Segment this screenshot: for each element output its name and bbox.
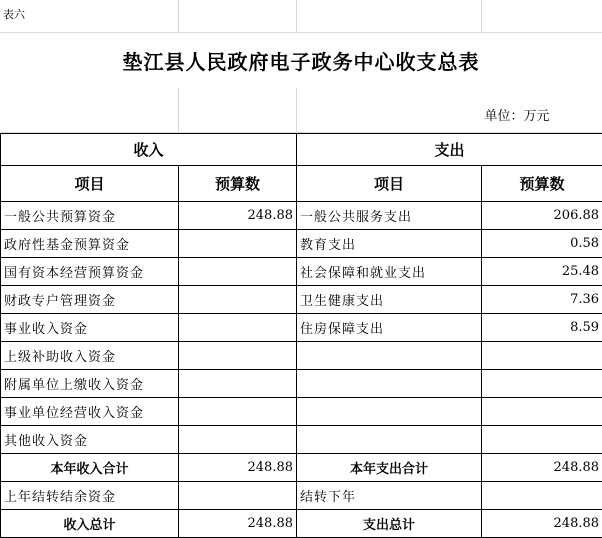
carry-in-label: 上年结转结余资金 (1, 481, 179, 509)
expense-item: 教育支出 (297, 229, 482, 257)
expense-header: 支出 (297, 133, 602, 165)
income-header: 收入 (1, 133, 297, 165)
year-income-total-label: 本年收入合计 (1, 453, 179, 481)
table-row (1, 313, 602, 341)
income-item: 附属单位上缴收入资金 (1, 369, 179, 397)
income-value (179, 369, 297, 397)
expense-value (482, 369, 602, 397)
income-budget-header: 预算数 (179, 165, 297, 201)
year-income-total: 248.88 (179, 453, 297, 481)
income-value (179, 285, 297, 313)
unit-label: 单位：万元 (296, 88, 602, 132)
expense-item (297, 397, 482, 425)
expense-item (297, 369, 482, 397)
expense-value (482, 341, 602, 369)
income-item-header: 项目 (1, 165, 179, 201)
table-row (1, 341, 602, 369)
expense-value: 7.36 (482, 285, 602, 313)
expense-total: 248.88 (482, 509, 602, 537)
table-row (1, 425, 602, 453)
income-value (179, 257, 297, 285)
income-item: 国有资本经营预算资金 (1, 257, 179, 285)
carry-out-label: 结转下年 (297, 481, 482, 509)
expense-value: 0.58 (482, 229, 602, 257)
income-value (179, 341, 297, 369)
carry-out-value (482, 481, 602, 509)
expense-value: 206.88 (482, 201, 602, 229)
year-expense-total-label: 本年支出合计 (297, 453, 482, 481)
income-total-label: 收入总计 (1, 509, 179, 537)
table-note: 表六 (0, 0, 178, 32)
income-item: 事业收入资金 (1, 313, 179, 341)
carry-in-value (179, 481, 297, 509)
table-row (1, 369, 602, 397)
table-row (1, 397, 602, 425)
page-title: 垫江县人民政府电子政务中心收支总表 (0, 32, 602, 88)
year-expense-total: 248.88 (482, 453, 602, 481)
expense-item-header: 项目 (297, 165, 482, 201)
income-value (179, 425, 297, 453)
expense-value (482, 397, 602, 425)
income-value: 248.88 (179, 201, 297, 229)
income-item: 政府性基金预算资金 (1, 229, 179, 257)
income-value (179, 397, 297, 425)
expense-item (297, 341, 482, 369)
income-item: 一般公共预算资金 (1, 201, 179, 229)
income-item: 其他收入资金 (1, 425, 179, 453)
income-expense-table (0, 133, 602, 538)
sheet-header-area (0, 0, 602, 133)
income-value (179, 229, 297, 257)
income-item: 财政专户管理资金 (1, 285, 179, 313)
expense-total-label: 支出总计 (297, 509, 482, 537)
income-item: 事业单位经营收入资金 (1, 397, 179, 425)
expense-item: 住房保障支出 (297, 313, 482, 341)
expense-item: 社会保障和就业支出 (297, 257, 482, 285)
table-row (1, 229, 602, 257)
grand-total-row (1, 509, 602, 537)
table-row (1, 285, 602, 313)
table-row (1, 257, 602, 285)
expense-item: 卫生健康支出 (297, 285, 482, 313)
expense-budget-header: 预算数 (482, 165, 602, 201)
expense-item (297, 425, 482, 453)
income-total: 248.88 (179, 509, 297, 537)
year-total-row (1, 453, 602, 481)
table-row (1, 201, 602, 229)
income-item: 上级补助收入资金 (1, 341, 179, 369)
expense-value: 25.48 (482, 257, 602, 285)
carry-over-row (1, 481, 602, 509)
expense-value: 8.59 (482, 313, 602, 341)
expense-value (482, 425, 602, 453)
income-value (179, 313, 297, 341)
expense-item: 一般公共服务支出 (297, 201, 482, 229)
